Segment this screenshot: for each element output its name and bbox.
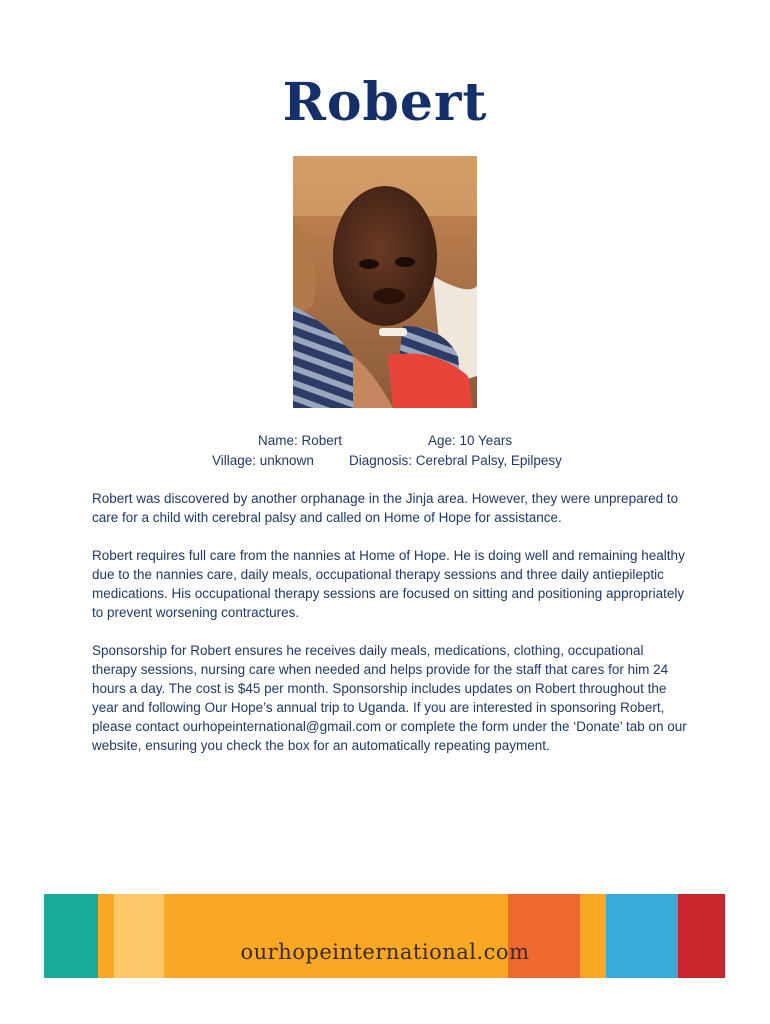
paragraph-intro-text: Robert was discovered by another orphanage in the Jinja area. However, they were unprepared to care for a child with cerebral palsy and called on Home of Hope for assistance. [92, 491, 679, 525]
photo-image [293, 156, 477, 408]
footer-segment [508, 894, 580, 978]
footer-segment [114, 894, 164, 978]
footer-segment [580, 894, 606, 978]
paragraph-care [92, 546, 692, 622]
footer-segment [44, 894, 98, 978]
footer-segment [98, 894, 114, 978]
paragraph-sponsorship [92, 641, 692, 755]
footer-segment [606, 894, 678, 978]
footer-segment [164, 894, 508, 978]
paragraph-care-text: Robert requires full care from the nannies at Home of Hope. He is doing well and remaining healthy due to the nannies care, daily meals, occupational therapy sessions and three daily antiepileptic medications. His occupational therapy sessions are focused on sitting and positioning appropriately to prevent worsening contractures. [92, 548, 685, 620]
age-field: Age: 10 Years [428, 433, 513, 448]
paragraph-intro [92, 489, 692, 527]
diagnosis-field: Diagnosis: Cerebral Palsy, Epilpesy [349, 453, 562, 468]
paragraph-sponsorship-text: Sponsorship for Robert ensures he receives daily meals, medications, clothing, occupational therapy sessions, nursing care when needed and helps provide for the staff that cares for him 24 hours a day. The cost is $45 per month. Sponsorship includes updates on Robert throughout the year and following Our Hope’s annual trip to Uganda. If you are interested in sponsoring Robert, please contact ourhopeinternational@gmail.com or complete the form under the ‘Donate’ tab on our website, ensuring you check the box for an automatically repeating payment. [92, 643, 687, 753]
footer-website-link[interactable]: ourhopeinternational.com [240, 940, 530, 964]
page-title: Robert [282, 72, 488, 133]
village-field: Village: unknown [212, 453, 314, 468]
footer-segment [678, 894, 725, 978]
name-field: Name: Robert [258, 433, 343, 448]
child-photo [293, 156, 477, 408]
footer-color-bar [44, 894, 725, 978]
